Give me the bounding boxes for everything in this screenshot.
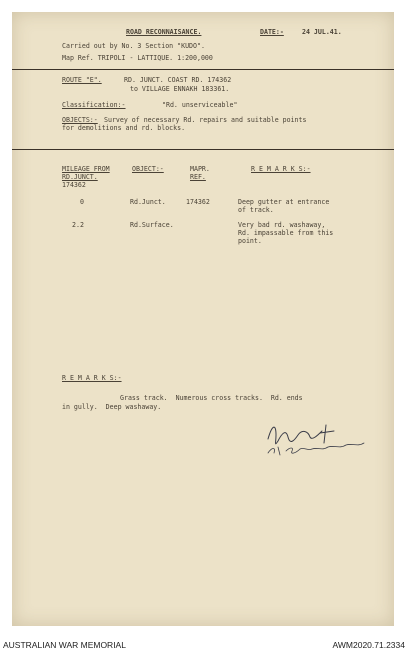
- route-line-1: RD. JUNCT. COAST RD. 174362: [124, 76, 232, 84]
- row-1-remarks-line-2: of track.: [238, 206, 274, 214]
- objects-label: OBJECTS:-: [62, 116, 98, 124]
- mileage-header-line-1: MILEAGE FROM: [62, 165, 110, 173]
- handwritten-signature: [264, 417, 374, 457]
- report-title: ROAD RECONNAISANCE.: [126, 28, 202, 36]
- row-2-remarks-line-2: Rd. impassable from this: [238, 229, 334, 237]
- row-1-map-ref: 174362: [186, 198, 210, 206]
- row-2-remarks-line-1: Very bad rd. washaway,: [238, 221, 326, 229]
- row-1-remarks-line-1: Deep gutter at entrance: [238, 198, 330, 206]
- document-page: [12, 12, 394, 626]
- divider-line-top: [12, 69, 394, 70]
- route-label: ROUTE "E".: [62, 76, 102, 84]
- date-label: DATE:-: [260, 28, 284, 36]
- row-1-object: Rd.Junct.: [130, 198, 166, 206]
- classification-value: "Rd. unserviceable": [162, 101, 238, 109]
- mileage-header-line-3: 174362: [62, 181, 86, 189]
- row-2-remarks-line-3: point.: [238, 237, 262, 245]
- row-2-mileage: 2.2: [72, 221, 84, 229]
- map-ref-header-line-2: REF.: [190, 173, 206, 181]
- date-value: 24 JUL.41.: [302, 28, 342, 36]
- carried-out-by: Carried out by No. 3 Section "KUDO".: [62, 42, 205, 50]
- map-reference: Map Ref. TRIPOLI - LATTIQUE. 1:200,000: [62, 54, 213, 62]
- divider-line-bottom: [12, 149, 394, 150]
- footer-accession-number: AWM2020.71.2334: [332, 640, 405, 650]
- classification-label: Classification:-: [62, 101, 126, 109]
- remarks-section-label: R E M A R K S:-: [62, 374, 122, 382]
- object-header: OBJECT:-: [132, 165, 164, 173]
- footer-bar: [0, 636, 409, 653]
- objects-line-2: for demolitions and rd. blocks.: [62, 124, 186, 132]
- route-line-2: to VILLAGE ENNAKH 183361.: [130, 85, 230, 93]
- footer-source: AUSTRALIAN WAR MEMORIAL: [3, 640, 126, 650]
- remarks-line-1: Grass track. Numerous cross tracks. Rd. ends: [120, 394, 303, 402]
- remarks-line-2: in gully. Deep washaway.: [62, 403, 162, 411]
- remarks-header: R E M A R K S:-: [251, 165, 311, 173]
- row-1-mileage: 0: [80, 198, 84, 206]
- map-ref-header-line-1: MAPR.: [190, 165, 210, 173]
- objects-line-1: Survey of necessary Rd. repairs and suitable points: [104, 116, 307, 124]
- mileage-header-line-2: RD.JUNCT.: [62, 173, 98, 181]
- row-2-object: Rd.Surface.: [130, 221, 174, 229]
